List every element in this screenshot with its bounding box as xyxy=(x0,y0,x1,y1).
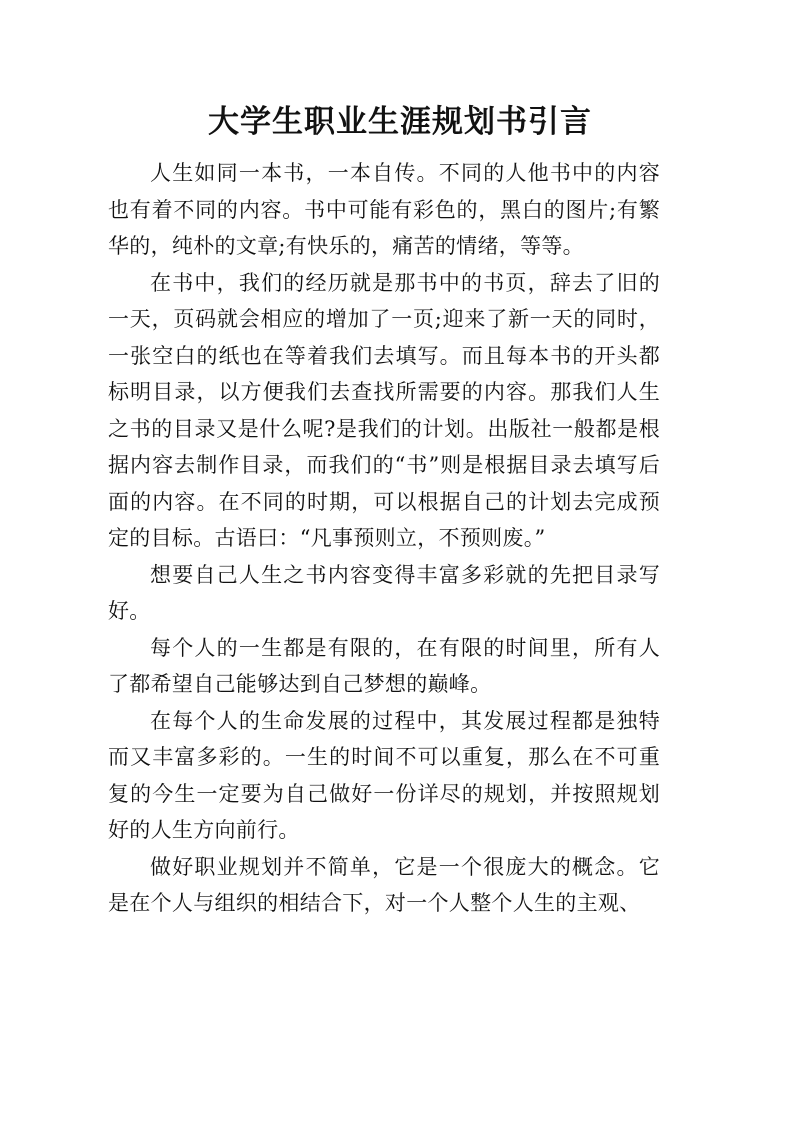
paragraph-6: 做好职业规划并不简单，它是一个很庞大的概念。它是在个人与组织的相结合下，对一个人整个人生的主观、 xyxy=(108,854,660,915)
document-title: 大学生职业生涯规划书引言 xyxy=(208,104,592,140)
paragraph-2: 在书中，我们的经历就是那书中的书页，辞去了旧的一天，页码就会相应的增加了一页;迎来了新一天的同时，一张空白的纸也在等着我们去填写。而且每本书的开头都标明目录，以方便我们去查找所需要的内容。那我们人生之书的目录又是什么呢?是我们的计划。出版社一般都是根据内容去制作目录，而我们的“书”则是根据目录去填写后面的内容。在不同的时期，可以根据自己的计划去完成预定的目标。古语曰：“凡事预则立，不预则废。” xyxy=(108,270,660,550)
paragraph-4: 每个人的一生都是有限的，在有限的时间里，所有人了都希望自己能够达到自己梦想的巅峰。 xyxy=(108,635,660,696)
paragraph-1: 人生如同一本书，一本自传。不同的人他书中的内容也有着不同的内容。书中可能有彩色的，黑白的图片;有繁华的，纯朴的文章;有快乐的，痛苦的情绪，等等。 xyxy=(108,161,660,258)
paragraph-5: 在每个人的生命发展的过程中，其发展过程都是独特而又丰富多彩的。一生的时间不可以重复，那么在不可重复的今生一定要为自己做好一份详尽的规划，并按照规划好的人生方向前行。 xyxy=(108,708,660,842)
document-body xyxy=(108,155,660,922)
paragraph-3: 想要自己人生之书内容变得丰富多彩就的先把目录写好。 xyxy=(108,562,660,623)
